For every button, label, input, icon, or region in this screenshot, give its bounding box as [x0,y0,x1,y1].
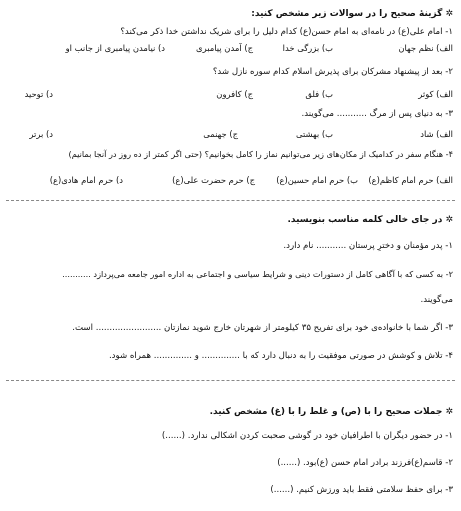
s1-q1-options [8,42,453,54]
s1-q4-option-d: د) حرم امام هادی(ع) [49,175,123,185]
s1-q4-option-a: الف) حرم امام کاظم(ع) [368,175,453,185]
s1-q4-option-c: ج) حرم حضرت علی(ع) [172,175,255,185]
s1-q1-option-c: ج) آمدن پیامبری [196,43,253,53]
s1-q3-text: ۳- به دنیای پس از مرگ ........... می‌گویند. [301,109,453,119]
s1-q3-option-a: الف) شاد [420,129,453,139]
s1-q1-option-a: الف) نظم جهان [398,43,453,53]
s1-q1-text: ۱- امام علی(ع) در نامه‌ای به امام حسن(ع) کدام دلیل را برای شریک نداشتن خدا ذکر می‌کند؟ [120,27,453,37]
s2-q2-text: ۲- به کسی که با آگاهی کامل از دستورات دینی و شرایط سیاسی و اجتماعی به اداره امور جامعه می‌پردازد ........... [62,269,453,279]
s1-q3-option-d: د) برتر [29,129,53,139]
s1-q3-options [8,128,453,140]
s1-q2-option-c: ج) کافرون [216,89,253,99]
section-1-heading: ✲ گزینهٔ صحیح را در سوالات زیر مشخص کنید: [251,9,453,19]
separator-2 [6,380,455,381]
s2-q3-text: ۳- اگر شما با خانواده‌ی خود برای تفریح ۳۵ کیلومتر از شهرتان خارج شوید نمازتان ........................ است. [72,323,453,333]
s1-q4-options [8,174,453,186]
s1-q4-text: ۴- هنگام سفر در کدامیک از مکان‌های زیر می‌توانیم نماز را کامل بخوانیم؟ (حتی اگر کمتر از ده روز در آنجا بمانیم) [68,149,453,159]
s2-q1-text: ۱- پدر مؤمنان و دخترِ پرستان ........... نام دارد. [283,241,453,251]
section-3-heading: ✲ جملات صحیح را با (ص) و غلط را با (غ) مشخص کنید. [209,407,453,417]
s2-q2-continuation: می‌گویند. [420,295,453,305]
separator-1 [6,200,455,201]
section-2-heading: ✲ در جای خالی کلمه مناسب بنویسید. [287,215,453,225]
s1-q2-options [8,88,453,100]
s3-q1-text: ۱- در حضور دیگران با اطرافیان خود در گوشی صحبت کردن اشکالی ندارد. (......) [161,431,453,441]
s1-q1-option-d: د) نیامدن پیامبری از جانب او [65,43,165,53]
s1-q4-option-b: ب) حرم امام حسین(ع) [276,175,358,185]
s1-q2-option-a: الف) کوثر [418,89,453,99]
s1-q2-text: ۲- بعد از پیشنهاد مشرکان برای پذیرش اسلام کدام سوره نازل شد؟ [212,67,453,77]
s1-q2-option-d: د) توحید [24,89,53,99]
s1-q2-option-b: ب) فلق [305,89,333,99]
s1-q3-option-c: ج) جهنمی [203,129,238,139]
s1-q1-option-b: ب) بزرگی خدا [282,43,333,53]
s3-q2-text: ۲- قاسم(ع)فرزند برادر امام حسن (ع)بود. (......) [277,458,453,468]
s3-q3-text: ۳- برای حفظ سلامتی فقط باید ورزش کنیم. (......) [270,485,453,495]
s1-q3-option-b: ب) بهشتی [296,129,333,139]
s2-q4-text: ۴- تلاش و کوشش در صورتی موفقیت را به دنبال دارد که با .............. و .............. همراه شود. [108,351,453,361]
